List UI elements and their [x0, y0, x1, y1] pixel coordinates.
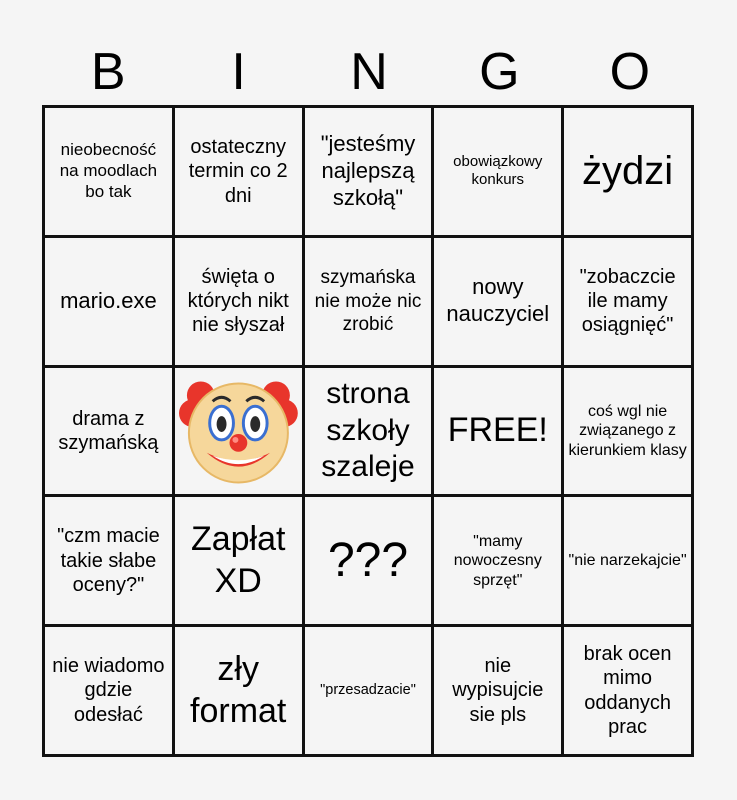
bingo-cell[interactable]: ostateczny termin co 2 dni — [175, 108, 302, 235]
bingo-cell[interactable]: FREE! — [434, 368, 561, 495]
bingo-cell[interactable]: mario.exe — [45, 238, 172, 365]
bingo-cell[interactable]: "jesteśmy najlepszą szkołą" — [305, 108, 432, 235]
bingo-cell[interactable]: strona szkoły szaleje — [305, 368, 432, 495]
bingo-cell[interactable]: "czm macie takie słabe oceny?" — [45, 497, 172, 624]
bingo-cell[interactable]: "przesadzacie" — [305, 627, 432, 754]
bingo-cell[interactable]: nie wiadomo gdzie odesłać — [45, 627, 172, 754]
bingo-cell[interactable]: zły format — [175, 627, 302, 754]
bingo-cell[interactable]: nieobecność na moodlach bo tak — [45, 108, 172, 235]
bingo-header — [43, 40, 695, 104]
bingo-cell[interactable]: szymańska nie może nic zrobić — [305, 238, 432, 365]
bingo-cell-center[interactable] — [175, 368, 302, 495]
bingo-cell[interactable]: Zapłat XD — [175, 497, 302, 624]
header-letter-o: O — [609, 43, 651, 101]
bingo-grid — [42, 105, 694, 757]
bingo-cell[interactable]: żydzi — [564, 108, 691, 235]
bingo-cell[interactable]: drama z szymańską — [45, 368, 172, 495]
bingo-cell[interactable]: coś wgl nie związanego z kierunkiem klasy — [564, 368, 691, 495]
header-letter-b: B — [90, 43, 126, 101]
bingo-cell[interactable]: święta o których nikt nie słyszał — [175, 238, 302, 365]
bingo-cell[interactable]: "nie narzekajcie" — [564, 497, 691, 624]
header-letter-i: I — [231, 43, 246, 101]
bingo-cell[interactable]: brak ocen mimo oddanych prac — [564, 627, 691, 754]
bingo-cell[interactable]: "mamy nowoczesny sprzęt" — [434, 497, 561, 624]
header-letter-g: G — [479, 43, 520, 101]
clown-face-icon — [179, 372, 298, 490]
bingo-cell[interactable]: obowiązkowy konkurs — [434, 108, 561, 235]
bingo-cell[interactable]: nie wypisujcie sie pls — [434, 627, 561, 754]
bingo-cell[interactable]: nowy nauczyciel — [434, 238, 561, 365]
bingo-cell[interactable]: ??? — [305, 497, 432, 624]
bingo-cell[interactable]: "zobaczcie ile mamy osiągnięć" — [564, 238, 691, 365]
header-letter-n: N — [350, 43, 388, 101]
